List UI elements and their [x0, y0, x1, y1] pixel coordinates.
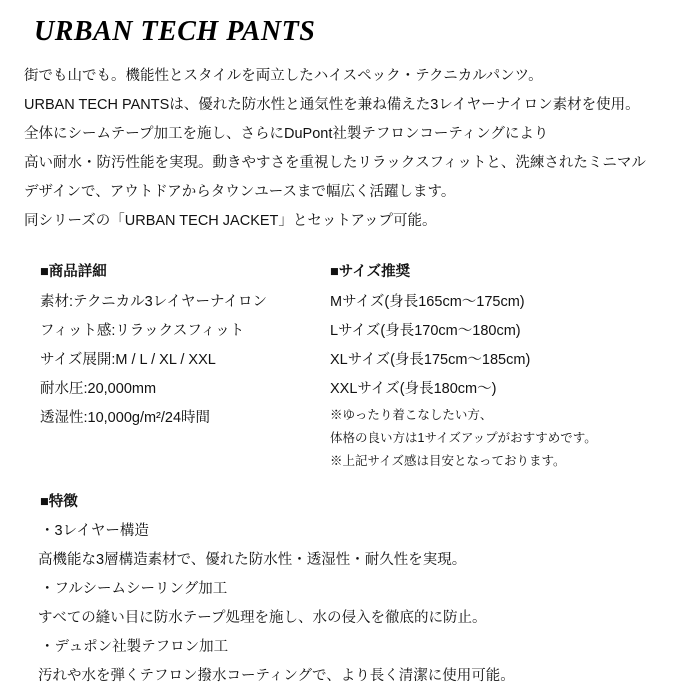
intro-line: 街でも山でも。機能性とスタイルを両立したハイスペック・テクニカルパンツ。 [24, 68, 543, 84]
intro-line: 全体にシームテープ加工を施し、さらにDuPont社製テフロンコーティングにより [24, 126, 549, 142]
intro-paragraph [24, 62, 682, 236]
size-note: 体格の良い方は1サイズアップがおすすめです。 [330, 431, 597, 445]
feature-description: すべての縫い目に防水テープ処理を施し、水の侵入を徹底的に防止。 [38, 610, 487, 626]
feature-description: 高機能な3層構造素材で、優れた防水性・透湿性・耐久性を実現。 [38, 552, 467, 568]
size-row: Lサイズ(身長170cm〜180cm) [330, 323, 521, 339]
intro-line: URBAN TECH PANTSは、優れた防水性と通気性を兼ね備えた3レイヤーナイロン素材を使用。 [24, 97, 640, 113]
details-heading: ■商品詳細 [40, 264, 107, 280]
detail-row: 透湿性:10,000g/m²/24時間 [40, 410, 211, 426]
detail-row: サイズ展開:M / L / XL / XXL [40, 352, 216, 368]
feature-name: ・3レイヤー構造 [40, 523, 149, 539]
feature-description: 汚れや水を弾くテフロン撥水コーティングで、より長く清潔に使用可能。 [38, 668, 515, 684]
intro-line: デザインで、アウトドアからタウンユースまで幅広く活躍します。 [24, 184, 456, 200]
size-row: XXLサイズ(身長180cm〜) [330, 381, 497, 397]
detail-row: 素材:テクニカル3レイヤーナイロン [40, 294, 267, 310]
detail-row: 耐水圧:20,000mm [40, 381, 157, 397]
intro-line: 高い耐水・防汚性能を実現。動きやすさを重視したリラックスフィットと、洗練されたミニマル [24, 155, 646, 171]
features-section [40, 487, 682, 691]
product-details-section [40, 258, 330, 473]
size-guide-heading: ■サイズ推奨 [330, 264, 411, 280]
size-row: Mサイズ(身長165cm〜175cm) [330, 294, 525, 310]
page-title: URBAN TECH PANTS [34, 16, 316, 47]
spacer [18, 236, 682, 258]
size-note: ※ゆったり着こなしたい方、 [330, 408, 493, 422]
size-guide-section [330, 258, 660, 473]
feature-name: ・フルシームシーリング加工 [40, 581, 228, 597]
features-heading: ■特徴 [40, 494, 78, 510]
size-row: XLサイズ(身長175cm〜185cm) [330, 352, 531, 368]
feature-name: ・デュポン社製テフロン加工 [40, 639, 229, 655]
size-note: ※上記サイズ感は目安となっております。 [330, 454, 566, 468]
spec-columns [40, 258, 682, 473]
detail-row: フィット感:リラックスフィット [40, 323, 245, 339]
intro-line: 同シリーズの「URBAN TECH JACKET」とセットアップ可能。 [24, 213, 437, 229]
